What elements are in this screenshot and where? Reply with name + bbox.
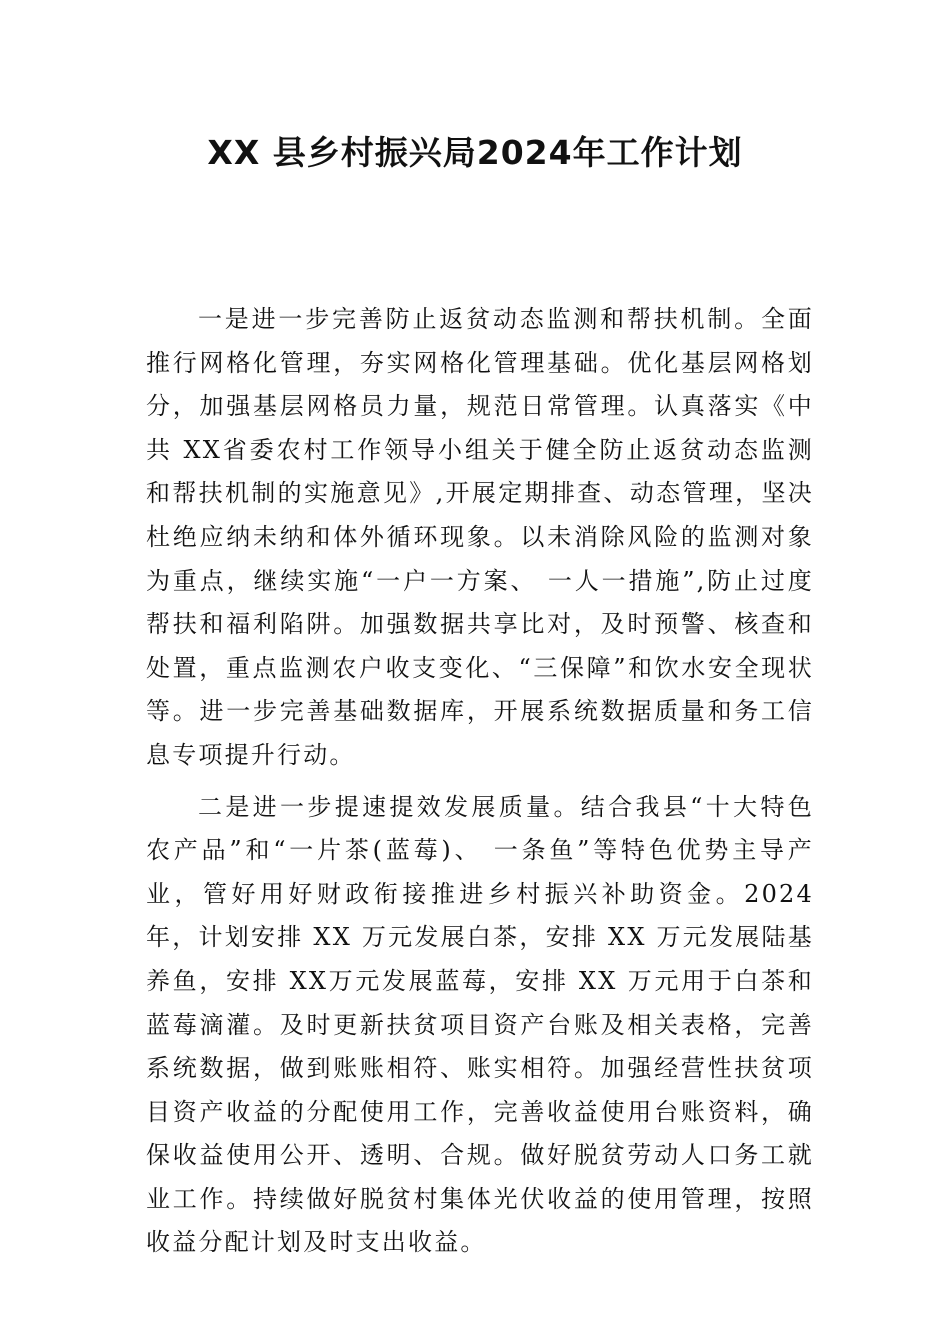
document-title: XX 县乡村振兴局2024年工作计划	[207, 133, 743, 172]
paragraph-development-quality: 二是进一步提速提效发展质量。结合我县“十大特色农产品”和“一片茶(蓝莓)、 一条鱼”等特色优势主导产业，管好用好财政衔接推进乡村振兴补助资金。2024年，计划安排 XX 万元发展白茶，安排 XX 万元发展陆基养鱼，安排 XX万元发展蓝莓，安排 XX 万元用于白茶和蓝莓滴灌。及时更新扶贫项目资产台账及相关表格，完善系统数据，做到账账相符、账实相符。加强经营性扶贫项目资产收益的分配使用工作，完善收益使用台账资料，确保收益使用公开、透明、合规。做好脱贫劳动人口务工就业工作。持续做好脱贫村集体光伏收益的使用管理，按照收益分配计划及时支出收益。	[146, 792, 814, 1257]
document-body	[146, 298, 814, 1265]
paragraph-monitoring-mechanism: 一是进一步完善防止返贫动态监测和帮扶机制。全面推行网格化管理，夯实网格化管理基础。优化基层网格划分，加强基层网格员力量，规范日常管理。认真落实《中共 XX省委农村工作领导小组关于健全防止返贫动态监测和帮扶机制的实施意见》,开展定期排查、动态管理，坚决杜绝应纳未纳和体外循环现象。以未消除风险的监测对象为重点，继续实施“一户一方案、 一人一措施”,防止过度帮扶和福利陷阱。加强数据共享比对，及时预警、核查和处置，重点监测农户收支变化、“三保障”和饮水安全现状等。进一步完善基础数据库，开展系统数据质量和务工信息专项提升行动。	[146, 305, 814, 769]
